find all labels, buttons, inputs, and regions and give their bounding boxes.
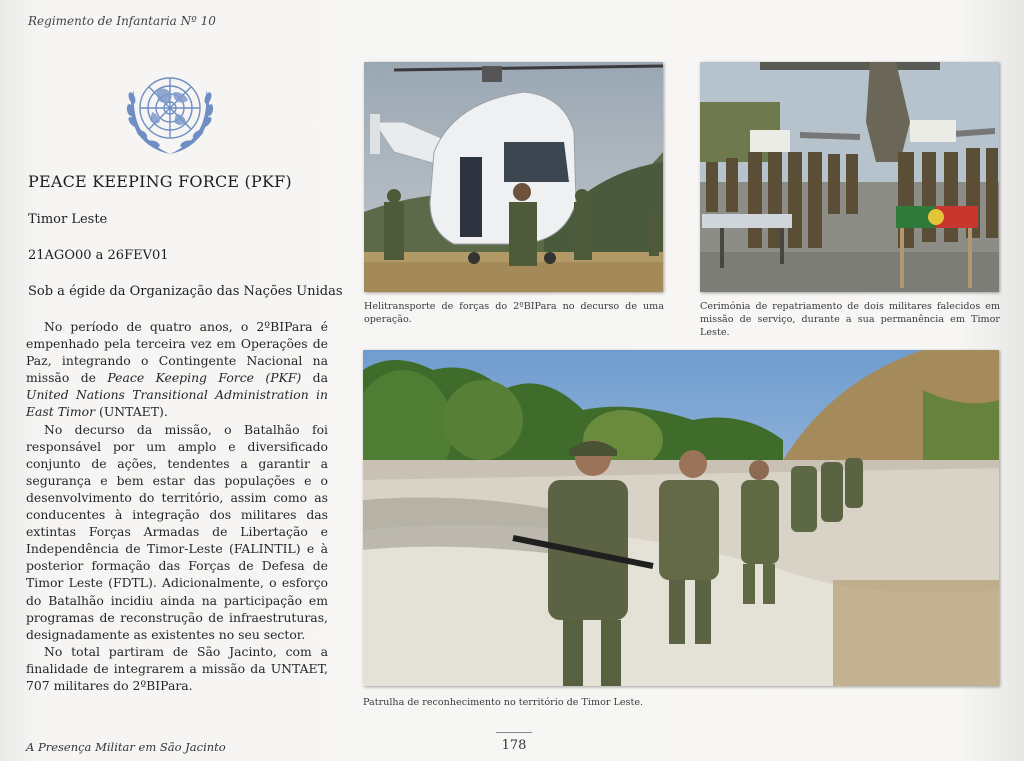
mission-period: 21AGO00 a 26FEV01 [28, 248, 169, 263]
page-number-rule [496, 732, 532, 733]
book-title: A Presença Militar em São Jacinto [26, 740, 226, 754]
photo-patrol [363, 350, 999, 686]
mission-location: Timor Leste [28, 212, 108, 227]
caption-patrol: Patrulha de reconhecimento no território de Timor Leste. [363, 697, 644, 708]
paragraph-1 [26, 318, 328, 421]
photo-helicopter [364, 62, 663, 292]
helicopter-scene [364, 62, 663, 292]
page-number: 178 [501, 738, 527, 753]
running-head: Regimento de Infantaria Nº 10 [28, 14, 216, 28]
pkf-term: Peace Keeping Force (PKF) [107, 370, 302, 386]
united-nations-emblem-icon [112, 62, 228, 160]
article-body [26, 318, 328, 694]
untaet-term: United Nations Transitional Administration in East Timor [26, 387, 328, 420]
paragraph-1-text-c: da [301, 370, 329, 386]
ceremony-scene [700, 62, 999, 292]
paragraph-1-text-a: No período de quatro anos, o 2ºBIPara é empenhado pela terceira vez em Operações de Paz, integrando o Contingente Nacional na missão de [26, 319, 328, 386]
photo-ceremony [700, 62, 999, 292]
article-title: PEACE KEEPING FORCE (PKF) [28, 172, 292, 191]
paragraph-3: No total partiram de São Jacinto, com a finalidade de integrarem a missão da UNTAET, 707 militares do 2ºBIPara. [26, 643, 328, 693]
caption-ceremony: Cerimónia de repatriamento de dois militares falecidos em missão de serviço, durante a sua permanência em Timor Leste. [700, 301, 1000, 338]
paragraph-1-text-e: (UNTAET). [95, 404, 168, 420]
article-subtitle: Sob a égide da Organização das Nações Unidas [28, 284, 343, 299]
paragraph-2: No decurso da missão, o Batalhão foi responsável por um amplo e diversificado conjunto de ações, tendentes a garantir a segurança e bem estar das populações e o desenvolvimento do território, assim como as conducentes à integração dos militares das extintas Forças Armadas de Libertação e Independência de Timor-Leste (FALINTIL) e à posterior formação das Forças de Defesa de Timor Leste (FDTL). Adicionalmente, o esforço do Batalhão incidiu ainda na participação em programas de reconstrução de infraestruturas, designadamente as existentes no seu sector. [26, 421, 328, 642]
patrol-scene [363, 350, 999, 686]
caption-helicopter: Helitransporte de forças do 2ºBIPara no decurso de uma operação. [364, 301, 664, 325]
